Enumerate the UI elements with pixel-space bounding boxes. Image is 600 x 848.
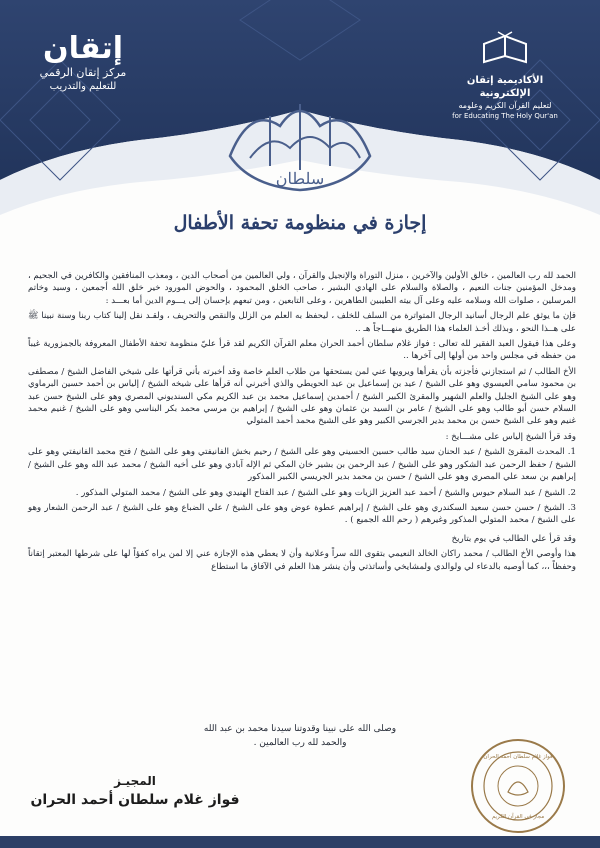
paragraph-chain-1: 1. المحدث المقرئ الشيخ / عبد الحنان سيد طالب حسين الحسيني وهو على الشيخ / رحيم بخش الفانيفتي وهو على الشيخ / فتح محمد الفانيفتي وهو على الشيخ / حفظ الرحمن عبد الشكور وهو على الشيخ / عبد الرحمن بن بشير خان المكي ثم الإله آبادي وهو على أخيه الشيخ / محمد عبد الله وهو على الشيخ / إبراهيم بن سعد علي المصري وهو على الشيخ / حسن بن محمد بدير الجريسي الكبير المذكور (28, 447, 576, 483)
paragraph-chain-2: 2. الشيخ / عبد السلام حيوس والشيخ / أحمد عبد العزيز الزيات وهو على الشيخ / عبد الفتاح الهنيدي وهو على الشيخ / محمد المتولي المذكور . (75, 487, 576, 498)
paragraph-sheikhs-intro: وقد قرأ الشيخ إلياس على مشـــايخ : (445, 431, 576, 442)
paragraph-statement: وعلى هذا فيقول العبد الفقير لله تعالى : فواز غلام سلطان أحمد الحران معلم القرآن الكريم لقد قرأ عليّ منظومة تحفة الأطفال المعروفة بالجمزورية غيباً من حفظه في مجلس واحد من أولها إلى آخرها .. (28, 339, 576, 362)
certificate-body (28, 270, 576, 576)
signer-block (20, 772, 250, 810)
closing-line1: وصلى الله على نبينا وقدوتنا سيدنا محمد بن عبد الله (203, 724, 397, 734)
official-seal (468, 736, 568, 836)
seal-bottom-text: مجاز في القرآن الكريم (491, 814, 545, 820)
paragraph-reading-date: وقد قرأ علي الطالب في يوم بتاريخ (451, 533, 576, 544)
itqan-logo-mark: إتقان (42, 31, 123, 66)
paragraph-chains: فإن ما يوثق علم الرجال أسانيد الرجال المتواترة من السلف للخلف ، ليحفظ به العلم من الزلل والنقص والتحريف ، ولقـد نقل إلينا كتاب ربنا وسنة نبينا ﷺ على هــذا النحو ، وبذلك أخـذ العلماء هذا الطريق منهـــاجاً هـ .. (28, 311, 576, 334)
certificate-title: إجازة في منظومة تحفة الأطفال (173, 212, 427, 234)
paragraph-opening: الحمد لله رب العالمين ، خالق الأولين والآخرين ، منزل التوراة والإنجيل والقرآن ، ولي العالمين من أصحاب الدين ، ومعذب المنافقين والكافرين في الجحيم ، ومدخل المؤمنين جنات النعيم ، والصلاة والسلام على الهادي البشير ، صاحب الخلق المحمود ، والحوض المورود خير خلق الله أجمعين ، وسيد وخاتم المرسلين ، صلوات الله وسلامه عليه وعلى آل بيته الطيبين الطاهرين ، وعلى التابعين ، ومن تبعهم بإحسان إلى يـــوم الدين أما بعـــد : (28, 271, 576, 306)
academy-logo-line2: لتعليم القرآن الكريم وعلومه (458, 101, 552, 110)
seal-top-text: فواز غلام سلطان أحمد الحران (483, 754, 553, 760)
footer-band (0, 836, 600, 848)
itqan-academy-logo (450, 30, 560, 121)
paragraph-chain-3: 3. الشيخ / حسن حسن سعيد السكندري وهو على الشيخ / إبراهيم عطوة عوض وهو على الشيخ / علي الضباع وهو على الشيخ / عبد الرحمن الشعار وهو على الشيخ / محمد المتولي المذكور وغيرهم ( رحم الله الجميع ) . (28, 502, 576, 526)
calligraphy-emblem (210, 86, 390, 206)
academy-logo-line1: الأكاديمية إتقان الإلكترونية (466, 75, 544, 99)
itqan-logo-line1: مركز إتقان الرقمي (39, 66, 127, 79)
signer-name: فواز غلام سلطان أحمد الحران (30, 792, 240, 808)
paragraph-advice: هذا وأوصي الأخ الطالب / محمد راكان الخالد النعيمي بتقوى الله سراً وعلانية وأن لا يعطي هذه الإجازة عني إلا لمن يراه كفؤاً لها على شرطها المعتبر إتقاناً وحفظاً ،،، كما أوصيه بالدعاء لي ولوالدي ولمشايخي وأساتذتي وأن ينشر هذا العلم في الآفاق ما استطاع (28, 549, 576, 572)
signer-role: المجيـز (114, 774, 156, 788)
calligraphy-text: سلطان (275, 169, 325, 188)
paragraph-student-chain: الأخ الطالب / ثم استجازني فأجزته بأن يقرأها ويرويها عني لمن يستحقها من طلاب العلم خاصة وقد أخبرته بأني قرأتها على شيخي الفاضل الشيخ / مصطفى بن محمود سامي العيسوي وهو على الشيخ / عيد بن إسماعيل بن عيد الحويطي والذي أخبرني أنه قرأها على شيخه الشيخ / إلياس بن أحمد حسين البرماوي وهو على الشيخ الجليل والعلم الشهير والمقرئ الكبير الشيخ / أحمدين إسماعيل محمد بن عبد الكريم مكي السنديوني المصري وهو على الشيخ حسن عبد السلام حسن أبو طالب وهو على الشيخ / عامر بن السيد بن عثمان وهو على الشيخ / إبراهيم بن مرسي محمد بكر البناسي وهو على الشيخ / غنيم محمد غنيم وهو على الشيخ حسن بن محمد بدير الجرسي الكبير وهو على الشيخ محمد أحمد المتولي (28, 366, 576, 427)
itqan-logo-line2: للتعليم والتدريب (49, 81, 117, 92)
closing-prayer (130, 722, 470, 750)
book-emblem-icon (476, 30, 534, 68)
itqan-digital-logo (28, 32, 138, 93)
closing-line2: والحمد لله رب العالمين . (253, 738, 347, 748)
academy-logo-line3: for Educating The Holy Qur'an (452, 112, 558, 120)
